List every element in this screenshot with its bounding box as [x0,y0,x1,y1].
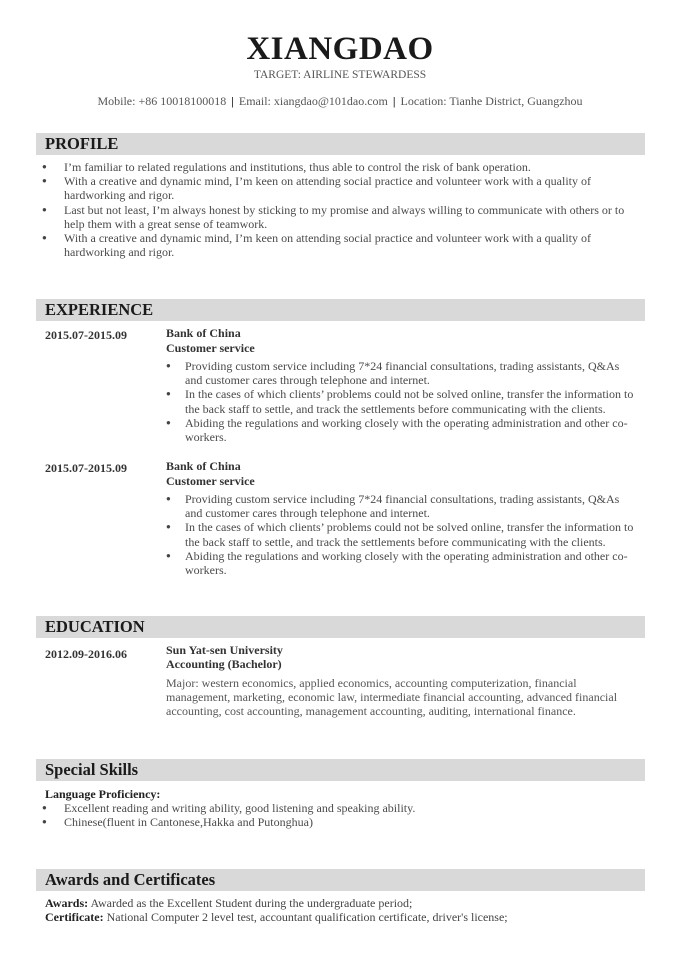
skill-item: ● Excellent reading and writing ability, good listening and speaking ability. [36,801,636,815]
contact-line [0,94,680,109]
awards-section-header [36,869,645,891]
education-major: Major: western economics, applied economics, accounting computerization, financial management, marketing, economic law, intermediate financial accounting, advanced financial accounting, cost accounting, management accounting, auditing, international finance. [166,676,618,719]
experience-section-title: EXPERIENCE [45,300,154,319]
contact-location: Location: Tianhe District, Guangzhou [400,94,583,108]
experience-duties [164,492,636,577]
language-proficiency-label: Language Proficiency: [45,787,161,801]
experience-role: Customer service [166,341,255,355]
skills-list [36,801,636,829]
profile-item: ● Last but not least, I’m always honest by sticking to my promise and always willing to communicate with others or to help them with a great sense of teamwork. [36,203,636,231]
experience-company: Bank of China [166,326,241,340]
education-section-title: EDUCATION [45,617,145,636]
education-school: Sun Yat-sen University [166,643,283,657]
duty-item: ● In the cases of which clients’ problems could not be solved online, transfer the information to the back staff to settle, and track the settlements before communicating with the clients. [164,520,636,548]
awards-text: Awarded as the Excellent Student during the undergraduate period; [90,896,413,910]
certificate-text: National Computer 2 level test, accountant qualification certificate, driver's license; [106,910,508,924]
contact-mobile: Mobile: +86 10018100018 [97,94,227,108]
skills-section-header [36,759,645,781]
contact-separator: | [231,94,234,108]
experience-duties [164,359,636,444]
profile-section-title: PROFILE [45,134,119,153]
awards-line [45,896,412,910]
job-target: TARGET: AIRLINE STEWARDESS [253,69,427,81]
education-section-header [36,616,645,638]
awards-section-title: Awards and Certificates [45,870,216,889]
experience-date: 2015.07-2015.09 [45,461,127,475]
duty-item: ● Providing custom service including 7*24 financial consultations, trading assistants, Q&As and customer cares through telephone and internet. [164,492,636,520]
certificate-line [45,910,508,924]
profile-item: ● With a creative and dynamic mind, I’m keen on attending social practice and volunteer work with a quality of hardworking and rigor. [36,231,636,259]
profile-item: ● I’m familiar to related regulations and institutions, thus able to control the risk of bank operation. [36,160,636,174]
profile-item: ● With a creative and dynamic mind, I’m keen on attending social practice and volunteer work with a quality of hardworking and rigor. [36,174,636,202]
contact-email: Email: xiangdao@101dao.com [238,94,388,108]
profile-section-header [36,133,645,155]
candidate-name: XIANGDAO [246,31,434,67]
contact-separator: | [392,94,396,108]
duty-item: ● In the cases of which clients’ problems could not be solved online, transfer the information to the back staff to settle, and track the settlements before communicating with the clients. [164,387,636,415]
duty-item: ● Providing custom service including 7*24 financial consultations, trading assistants, Q&As and customer cares through telephone and internet. [164,359,636,387]
education-date: 2012.09-2016.06 [45,647,127,661]
skill-item: ● Chinese(fluent in Cantonese,Hakka and Putonghua) [36,815,636,829]
profile-list [36,160,636,259]
experience-role: Customer service [166,474,255,488]
certificate-label: Certificate: [45,910,104,924]
education-degree: Accounting (Bachelor) [166,657,282,671]
experience-section-header [36,299,645,321]
duty-item: ● Abiding the regulations and working closely with the operating administration and other co-workers. [164,549,636,577]
awards-label: Awards: [45,896,89,910]
skills-section-title: Special Skills [45,760,139,779]
experience-company: Bank of China [166,459,241,473]
duty-item: ● Abiding the regulations and working closely with the operating administration and other co-workers. [164,416,636,444]
experience-date: 2015.07-2015.09 [45,328,127,342]
